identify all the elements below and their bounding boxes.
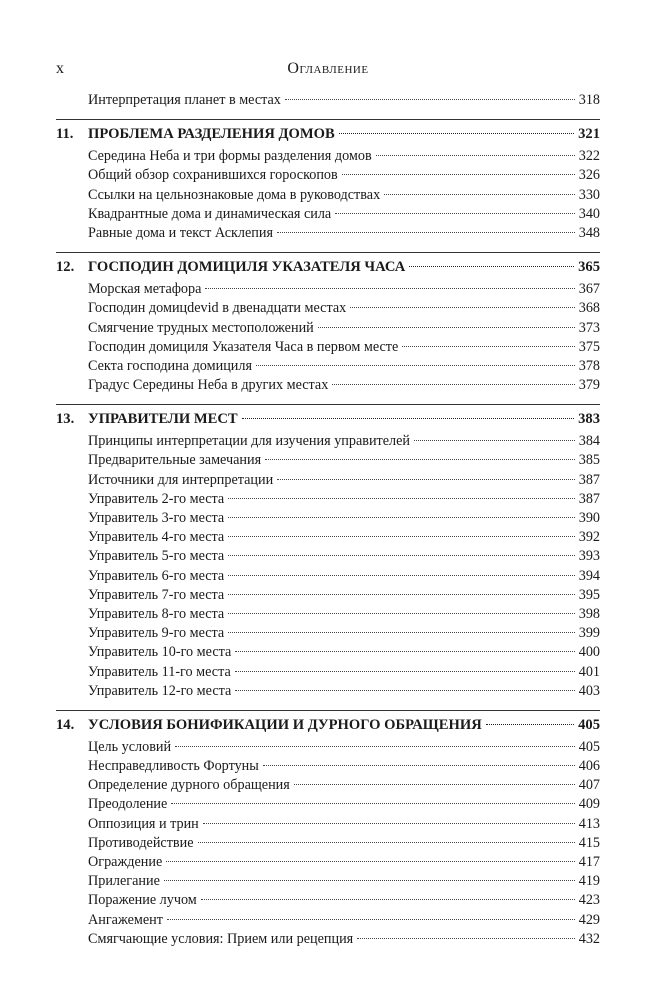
dot-leader — [339, 133, 574, 134]
toc-entry — [56, 187, 600, 206]
toc-entry-title: Квадрантные дома и динамическая сила — [88, 205, 332, 222]
toc-entry-title: Управитель 11-го места — [88, 663, 231, 680]
toc-page-number: 417 — [578, 854, 600, 870]
chapter-page-number: 405 — [578, 716, 600, 733]
chapter-page-number: 383 — [578, 411, 600, 428]
toc-page-number: 407 — [578, 777, 600, 794]
toc-entry — [56, 206, 600, 225]
dot-leader — [235, 651, 574, 652]
toc-page-number: 387 — [578, 471, 600, 488]
toc-entry-title: Ангажемент — [88, 911, 163, 928]
toc-entry — [56, 358, 600, 377]
toc-entry — [56, 606, 600, 625]
toc-entry-title: Прилегание — [88, 873, 160, 890]
toc-page-number: 395 — [578, 586, 600, 603]
toc-entry — [56, 835, 600, 854]
toc-entry-title: Управитель 7-го места — [88, 586, 225, 603]
chapter-divider — [56, 252, 600, 253]
toc-entry — [56, 92, 600, 111]
toc-page-number: 368 — [578, 300, 600, 317]
dot-leader — [164, 880, 575, 881]
toc-entry-title: Принципы интерпретации для изучения управителей — [88, 433, 411, 450]
dot-leader — [228, 536, 575, 537]
toc-entry-title: Господин домициля Указателя Часа в первом месте — [88, 338, 399, 355]
toc-entry — [56, 510, 600, 529]
toc-page-number: 409 — [578, 796, 600, 813]
table-of-contents — [56, 92, 600, 950]
toc-page-number: 400 — [578, 644, 600, 661]
chapter-number: 13. — [56, 411, 75, 428]
toc-page-number: 379 — [578, 377, 600, 394]
dot-leader — [235, 671, 575, 672]
toc-entry — [56, 320, 600, 339]
chapter-number: 11. — [56, 126, 74, 143]
toc-entry-title: Управитель 8-го места — [88, 605, 225, 622]
toc-entry-title: Управитель 4-го места — [88, 529, 225, 546]
toc-entry-title: Поражение лучом — [88, 892, 197, 909]
toc-page-number: 326 — [578, 167, 600, 184]
dot-leader — [265, 459, 575, 460]
dot-leader — [166, 861, 574, 862]
toc-page-number: 375 — [578, 338, 600, 355]
toc-page-number: 415 — [578, 834, 600, 851]
dot-leader — [235, 690, 574, 691]
chapter-heading — [56, 717, 600, 739]
dot-leader — [402, 346, 574, 347]
dot-leader — [263, 765, 575, 766]
chapter-divider — [56, 404, 600, 405]
dot-leader — [167, 919, 575, 920]
dot-leader — [256, 365, 575, 366]
toc-entry — [56, 148, 600, 167]
toc-entry-title: Управитель 9-го места — [88, 625, 225, 642]
toc-entry-title: Источники для интерпретации — [88, 471, 274, 488]
toc-entry — [56, 796, 600, 815]
toc-page-number: 392 — [578, 529, 600, 546]
dot-leader — [171, 803, 574, 804]
toc-entry — [56, 377, 600, 396]
toc-page-number: 401 — [578, 663, 600, 680]
dot-leader — [409, 266, 574, 267]
dot-leader — [350, 307, 574, 308]
toc-entry — [56, 931, 600, 950]
toc-entry-title: Смягчающие условия: Прием или рецепция — [88, 930, 354, 947]
toc-page-number: 318 — [578, 92, 600, 108]
toc-entry-title: Градус Середины Неба в других местах — [88, 377, 329, 394]
toc-entry — [56, 816, 600, 835]
dot-leader — [277, 479, 575, 480]
toc-page-number: 419 — [578, 873, 600, 890]
toc-entry-title: Предварительные замечания — [88, 452, 262, 469]
toc-entry — [56, 548, 600, 567]
toc-entry — [56, 912, 600, 931]
toc-entry-title: Господин домицdevid в двенадцати местах — [88, 300, 347, 317]
toc-entry-title: Управитель 10-го места — [88, 644, 232, 661]
chapter-title: ПРОБЛЕМА РАЗДЕЛЕНИЯ ДОМОВ — [88, 126, 335, 143]
toc-entry — [56, 491, 600, 510]
toc-page-number: 413 — [578, 815, 600, 832]
toc-page-number: 348 — [578, 224, 600, 241]
chapter-page-number: 321 — [578, 126, 600, 143]
toc-entry-title: Управитель 6-го места — [88, 567, 225, 584]
toc-entry — [56, 281, 600, 300]
dot-leader — [277, 232, 575, 233]
toc-entry — [56, 892, 600, 911]
toc-page-number: 378 — [578, 357, 600, 374]
toc-page-number: 405 — [578, 738, 600, 755]
dot-leader — [357, 938, 575, 939]
toc-entry-title: Определение дурного обращения — [88, 777, 290, 794]
toc-entry-title: Управитель 2-го места — [88, 490, 225, 507]
dot-leader — [228, 613, 575, 614]
chapter-heading — [56, 126, 600, 148]
toc-entry — [56, 167, 600, 186]
dot-leader — [486, 724, 574, 725]
toc-page-number: 429 — [578, 911, 600, 928]
toc-entry — [56, 758, 600, 777]
toc-entry — [56, 854, 600, 873]
toc-entry — [56, 664, 600, 683]
page-header — [56, 60, 600, 84]
toc-page-number: 340 — [578, 205, 600, 222]
chapter-divider — [56, 710, 600, 711]
dot-leader — [228, 517, 575, 518]
dot-leader — [285, 99, 575, 100]
toc-page-number: 390 — [578, 510, 600, 526]
toc-entry-title: Ограждение — [88, 854, 163, 870]
toc-entry-title: Общий обзор сохранившихся гороскопов — [88, 167, 338, 184]
toc-entry-title: Равные дома и текст Асклепия — [88, 224, 274, 241]
toc-page-number: 394 — [578, 567, 600, 584]
toc-entry — [56, 587, 600, 606]
dot-leader — [294, 784, 575, 785]
dot-leader — [198, 842, 575, 843]
toc-page-number: 330 — [578, 186, 600, 203]
dot-leader — [318, 327, 575, 328]
toc-entry — [56, 433, 600, 452]
chapter-title: УПРАВИТЕЛИ МЕСТ — [88, 411, 238, 428]
toc-entry-title: Управитель 5-го места — [88, 548, 225, 565]
toc-entry-title: Середина Неба и три формы разделения домов — [88, 148, 372, 165]
toc-entry — [56, 873, 600, 892]
toc-entry-title: Несправедливость Фортуны — [88, 758, 259, 775]
toc-entry-title: Управитель 12-го места — [88, 682, 232, 699]
toc-entry — [56, 644, 600, 663]
dot-leader — [228, 498, 575, 499]
toc-entry — [56, 472, 600, 491]
toc-page-number: 385 — [578, 452, 600, 469]
toc-entry-title: Секта господина домициля — [88, 357, 252, 374]
toc-entry — [56, 529, 600, 548]
chapter-title: УСЛОВИЯ БОНИФИКАЦИИ И ДУРНОГО ОБРАЩЕНИЯ — [88, 716, 482, 733]
page-folio: x — [56, 60, 64, 77]
toc-entry — [56, 339, 600, 358]
toc-entry-title: Управитель 3-го места — [88, 510, 225, 526]
toc-entry — [56, 625, 600, 644]
toc-entry-title: Противодействие — [88, 834, 194, 851]
dot-leader — [228, 632, 575, 633]
toc-page-number: 384 — [578, 433, 600, 450]
chapter-title: ГОСПОДИН ДОМИЦИЛЯ УКАЗАТЕЛЯ ЧАСА — [88, 259, 406, 276]
dot-leader — [205, 288, 574, 289]
dot-leader — [201, 899, 575, 900]
dot-leader — [228, 555, 575, 556]
dot-leader — [203, 823, 575, 824]
toc-entry — [56, 683, 600, 702]
toc-entry-title: Оппозиция и трин — [88, 815, 199, 832]
toc-entry-title: Морская метафора — [88, 281, 202, 298]
chapter-divider — [56, 119, 600, 120]
toc-entry — [56, 568, 600, 587]
toc-entry — [56, 225, 600, 244]
dot-leader — [242, 418, 574, 419]
toc-page-number: 398 — [578, 605, 600, 622]
dot-leader — [228, 594, 575, 595]
toc-entry-title: Интерпретация планет в местах — [88, 92, 281, 108]
toc-page-number: 322 — [578, 148, 600, 165]
dot-leader — [384, 194, 575, 195]
toc-page-number: 399 — [578, 625, 600, 642]
toc-page-number: 393 — [578, 548, 600, 565]
dot-leader — [332, 384, 574, 385]
toc-entry — [56, 739, 600, 758]
toc-page-number: 423 — [578, 892, 600, 909]
toc-page-number: 406 — [578, 758, 600, 775]
chapter-page-number: 365 — [578, 259, 600, 276]
chapter-heading — [56, 411, 600, 433]
toc-entry-title: Цель условий — [88, 738, 172, 755]
chapter-number: 14. — [56, 716, 75, 733]
toc-page-number: 432 — [578, 930, 600, 947]
dot-leader — [376, 155, 575, 156]
toc-page-number: 387 — [578, 490, 600, 507]
dot-leader — [414, 440, 575, 441]
toc-entry-title: Ссылки на цельнознаковые дома в руководствах — [88, 186, 381, 203]
dot-leader — [175, 746, 575, 747]
toc-page-number: 373 — [578, 319, 600, 336]
chapter-heading — [56, 259, 600, 281]
toc-entry-title: Преодоление — [88, 796, 168, 813]
toc-page-number: 403 — [578, 682, 600, 699]
running-title: Оглавление — [287, 60, 369, 77]
chapter-number: 12. — [56, 259, 75, 276]
toc-entry — [56, 300, 600, 319]
toc-entry — [56, 777, 600, 796]
toc-entry — [56, 452, 600, 471]
dot-leader — [335, 213, 575, 214]
toc-page-number: 367 — [578, 281, 600, 298]
dot-leader — [228, 575, 575, 576]
dot-leader — [342, 174, 575, 175]
toc-entry-title: Смягчение трудных местоположений — [88, 319, 314, 336]
